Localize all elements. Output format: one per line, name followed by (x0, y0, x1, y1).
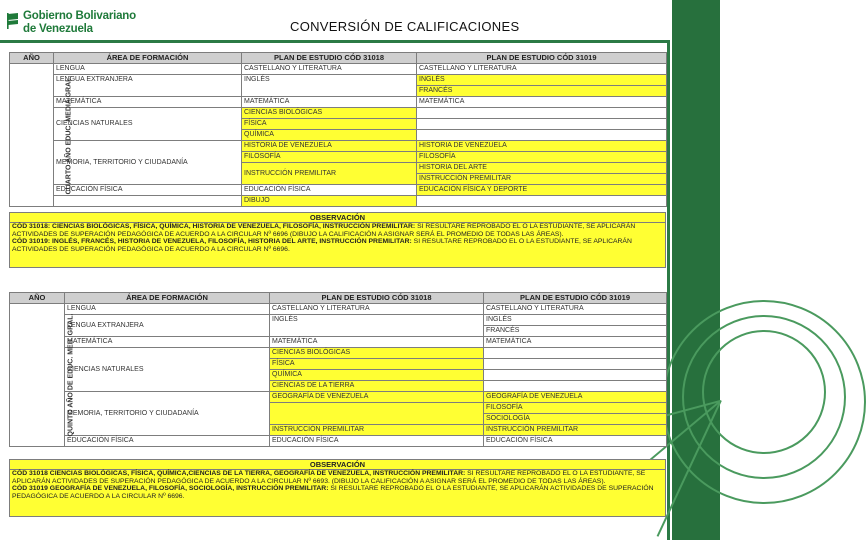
observation-text: SI RESULTARE REPROBADO EL O LA ESTUDIANTE, SE APLICARÁN ACTIVIDADES DE SUPERACIÓN PEDAGÓGICA DE ACUERDO A LA CIRCULAR Nº 6696 (DIBUJO LA CALIFICACIÓN A ASIGNAR SERÁ EL PROMEDIO DE TODAS LAS ÁREAS). (12, 223, 636, 238)
table-row (10, 436, 667, 447)
page-title: CONVERSIÓN DE CALIFICACIONES (290, 19, 520, 34)
plan-31019-cell: HISTORIA DEL ARTE (417, 163, 667, 174)
plan-31019-cell (484, 370, 667, 381)
observation-title: OBSERVACIÓN (10, 460, 665, 470)
area-cell: MEMORIA, TERRITORIO Y CIUDADANÍA (54, 141, 242, 185)
logo-line-1: Gobierno Bolivariano (23, 10, 136, 22)
plan-31019-cell (417, 119, 667, 130)
header-plan-31019: PLAN DE ESTUDIO CÓD 31019 (417, 53, 667, 64)
observation-title: OBSERVACIÓN (10, 213, 665, 223)
table-header-row (10, 293, 667, 304)
plan-31018-cell: INGLÉS (270, 315, 484, 337)
table-row (10, 185, 667, 196)
observation-code-label: CÓD 31019 GEOGRAFÍA DE VENEZUELA, FILOSOFÍA, SOCIOLOGÍA, INSTRUCCIÓN PREMILITAR: (12, 485, 329, 493)
observation-code-label: CÓD 31019: INGLÉS, FRANCÉS, HISTORIA DE VENEZUELA, FILOSOFÍA, HISTORIA DEL ARTE, INSTRUCCIÓN PREMILITAR: (12, 238, 412, 246)
plan-31018-cell: FILOSOFÍA (242, 152, 417, 163)
plan-31018-cell: CASTELLANO Y LITERATURA (270, 304, 484, 315)
header-plan-31018: PLAN DE ESTUDIO CÓD 31018 (270, 293, 484, 304)
plan-31019-cell (417, 108, 667, 119)
plan-31018-cell: EDUCACIÓN FÍSICA (270, 436, 484, 447)
header-year: AÑO (10, 53, 54, 64)
header-area: ÁREA DE FORMACIÓN (54, 53, 242, 64)
observation-paragraph (12, 238, 663, 253)
area-cell: MATEMÁTICA (54, 97, 242, 108)
observation-body (10, 223, 665, 253)
decor-arc (662, 300, 866, 504)
year-label-cell (10, 304, 75, 447)
plan-31018-cell: FÍSICA (270, 359, 484, 370)
header-area: ÁREA DE FORMACIÓN (65, 293, 270, 304)
plan-31018-cell: CIENCIAS BIOLÓGICAS (270, 348, 484, 359)
plan-31018-cell: DIBUJO (242, 196, 417, 207)
plan-31019-cell (417, 196, 667, 207)
plan-31019-cell: CASTELLANO Y LITERATURA (484, 304, 667, 315)
area-cell: MEMORIA, TERRITORIO Y CIUDADANÍA (65, 392, 270, 436)
table-row (10, 348, 667, 359)
header-plan-31019: PLAN DE ESTUDIO CÓD 31019 (484, 293, 667, 304)
plan-31018-cell: CIENCIAS BIOLÓGICAS (242, 108, 417, 119)
plan-31018-cell: MATEMÁTICA (242, 97, 417, 108)
table-row (10, 64, 667, 75)
plan-31019-cell: EDUCACIÓN FÍSICA Y DEPORTE (417, 185, 667, 196)
observation-box-fourth-year (9, 212, 666, 268)
table-row (10, 337, 667, 348)
area-cell: LENGUA (65, 304, 270, 315)
area-cell: CIENCIAS NATURALES (65, 348, 270, 392)
plan-31019-cell: MATEMÁTICA (484, 337, 667, 348)
conversion-table-fourth-year (9, 52, 667, 207)
plan-31018-cell: CIENCIAS DE LA TIERRA (270, 381, 484, 392)
plan-31019-cell: FILOSOFÍA (417, 152, 667, 163)
observation-code-label: CÓD 31018: CIENCIAS BIOLÓGICAS, FÍSICA, QUÍMICA, HISTORIA DE VENEZUELA, FILOSOFÍA, INSTRUCCIÓN PREMILITAR: (12, 223, 416, 230)
area-cell: LENGUA (54, 64, 242, 75)
table-row (10, 75, 667, 86)
table-row (10, 392, 667, 403)
plan-31019-cell: INSTRUCCIÓN PREMILITAR (484, 425, 667, 436)
plan-31018-cell: HISTORIA DE VENEZUELA (242, 141, 417, 152)
table-row (10, 141, 667, 152)
side-decoration (672, 0, 720, 540)
plan-31019-cell: HISTORIA DE VENEZUELA (417, 141, 667, 152)
observation-paragraph (12, 470, 663, 485)
plan-31019-cell (484, 348, 667, 359)
plan-31019-cell (417, 130, 667, 141)
table-row (10, 97, 667, 108)
plan-31018-cell: INSTRUCCIÓN PREMILITAR (242, 163, 417, 185)
area-cell: EDUCACIÓN FÍSICA (54, 185, 242, 196)
plan-31019-cell (484, 359, 667, 370)
plan-31019-cell: SOCIOLOGÍA (484, 414, 667, 425)
header-plan-31018: PLAN DE ESTUDIO CÓD 31018 (242, 53, 417, 64)
observation-box-fifth-year (9, 459, 666, 517)
observation-body (10, 470, 665, 500)
plan-31018-cell: CASTELLANO Y LITERATURA (242, 64, 417, 75)
plan-31019-cell: FILOSOFÍA (484, 403, 667, 414)
observation-text: SI RESULTARE REPROBADO EL O LA ESTUDIANTE, SE APLICARÁN ACTIVIDADES DE SUPERACIÓN PEDAGÓGICA DE ACUERDO A LA CIRCULAR Nº 6696. (12, 238, 632, 253)
table-row (10, 315, 667, 326)
plan-31018-cell: QUÍMICA (270, 370, 484, 381)
year-label: QUINTO AÑO DE EDUC. MED. GRAL. (67, 313, 75, 437)
government-logo (6, 10, 146, 40)
plan-31019-cell: FRANCÉS (417, 86, 667, 97)
observation-code-label: CÓD 31018 CIENCIAS BIOLÓGICAS, FÍSICA, QUÍMICA,CIENCIAS DE LA TIERRA, GEOGRAFÍA DE VENEZUELA, INSTRUCCIÓN PREMILITAR: (12, 470, 466, 477)
plan-31019-cell: MATEMÁTICA (417, 97, 667, 108)
area-cell: CIENCIAS NATURALES (54, 108, 242, 141)
plan-31018-cell: INGLÉS (242, 75, 417, 97)
observation-paragraph (12, 223, 663, 238)
table-row (10, 304, 667, 315)
plan-31018-cell: GEOGRAFÍA DE VENEZUELA (270, 392, 484, 403)
conversion-table-fifth-year (9, 292, 667, 447)
plan-31019-cell: INSTRUCCIÓN PREMILITAR (417, 174, 667, 185)
area-cell: EDUCACIÓN FÍSICA (65, 436, 270, 447)
observation-text: SI RESULTARE REPROBADO EL O LA ESTUDIANTE, SE APLICARÁN ACTIVIDADES DE SUPERACIÓN PEDAGÓGICA DE ACUERDO A LA CIRCULAR Nº 6696. (12, 485, 654, 500)
flag-logo-icon (6, 12, 20, 30)
plan-31019-cell: INGLÉS (484, 315, 667, 326)
plan-31018-cell: FÍSICA (242, 119, 417, 130)
area-cell (54, 196, 242, 207)
table-header-row (10, 53, 667, 64)
plan-31018-cell: QUÍMICA (242, 130, 417, 141)
plan-31018-cell (270, 403, 484, 425)
area-cell: LENGUA EXTRANJERA (54, 75, 242, 97)
plan-31019-cell: CASTELLANO Y LITERATURA (417, 64, 667, 75)
logo-line-2: de Venezuela (23, 23, 93, 35)
table-row (10, 196, 667, 207)
plan-31018-cell: INSTRUCCIÓN PREMILITAR (270, 425, 484, 436)
area-cell: MATEMÁTICA (65, 337, 270, 348)
plan-31019-cell: FRANCÉS (484, 326, 667, 337)
plan-31019-cell: GEOGRAFÍA DE VENEZUELA (484, 392, 667, 403)
table-row (10, 108, 667, 119)
year-label: CUARTO AÑO EDUC. MEDIA GRAL. (65, 75, 73, 195)
observation-text: SI RESULTARE REPROBADO EL O LA ESTUDIANTE, SE APLICARÁN ACTIVIDADES DE SUPERACIÓN PEDAGÓGICA DE ACUERDO A LA CIRCULAR Nº 6693. (DIBUJO LA CALIFICACIÓN A ASIGNAR SERÁ EL PROMEDIO DE TODAS LAS ÁREAS). (12, 470, 646, 485)
plan-31019-cell: INGLÉS (417, 75, 667, 86)
plan-31018-cell: EDUCACIÓN FÍSICA (242, 185, 417, 196)
plan-31019-cell: EDUCACIÓN FÍSICA (484, 436, 667, 447)
header-year: AÑO (10, 293, 65, 304)
plan-31018-cell: MATEMÁTICA (270, 337, 484, 348)
plan-31019-cell (484, 381, 667, 392)
area-cell: LENGUA EXTRANJERA (65, 315, 270, 337)
observation-paragraph (12, 485, 663, 500)
